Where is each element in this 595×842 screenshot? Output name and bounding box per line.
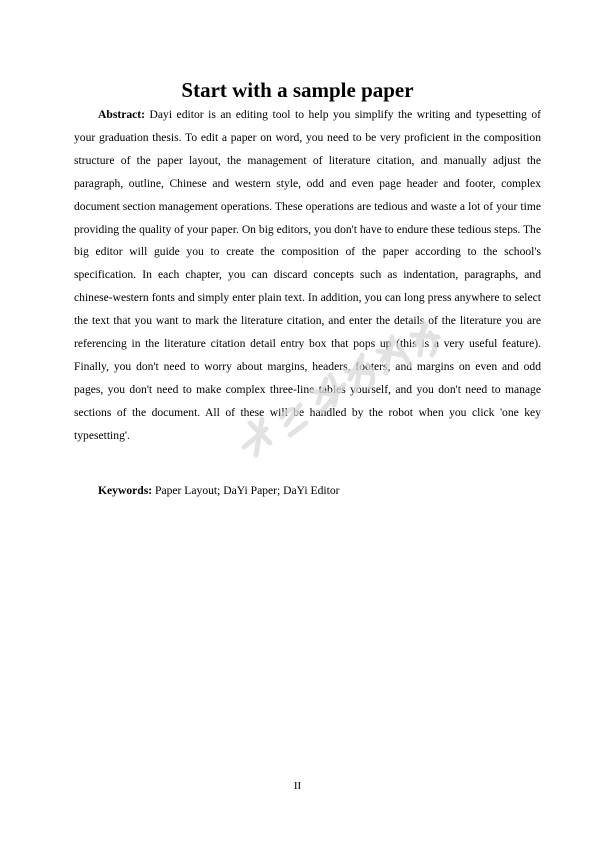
abstract-text: Dayi editor is an editing tool to help you simplify the writing and typesetting of your graduation thesis. To edit a paper on word, you need to be very proficient in the composition structure of the paper layout, the management of literature citation, and manually adjust the paragraph, outline, Chinese and western style, odd and even page header and footer, complex document section management operations. These operations are tedious and waste a lot of your time providing the quality of your paper. On big editors, you don't have to endure these tedious steps. The big editor will guide you to create the composition of the paper according to the school's specification. In each chapter, you can discard concepts such as indentation, paragraphs, and chinese-western fonts and simply enter plain text. In addition, you can long press anywhere to select the text that you want to mark the literature citation, and enter the details of the literature you are referencing in the literature citation detail entry box that pops up (this is a very useful feature). Finally, you don't need to worry about margins, headers, footers, and margins on even and odd pages, you don't need to make complex three-line tables yourself, and you don't need to manage sections of the document. All of these will be handled by the robot when you click 'one key typesetting'. [74, 108, 541, 442]
abstract-label: Abstract: [98, 108, 146, 121]
page-number: II [293, 780, 302, 792]
keywords-line [98, 480, 541, 502]
paper-title: Start with a sample paper [181, 78, 414, 102]
abstract-paragraph [74, 104, 541, 448]
keywords-text: Paper Layout; DaYi Paper; DaYi Editor [152, 484, 340, 497]
keywords-label: Keywords: [98, 484, 153, 497]
